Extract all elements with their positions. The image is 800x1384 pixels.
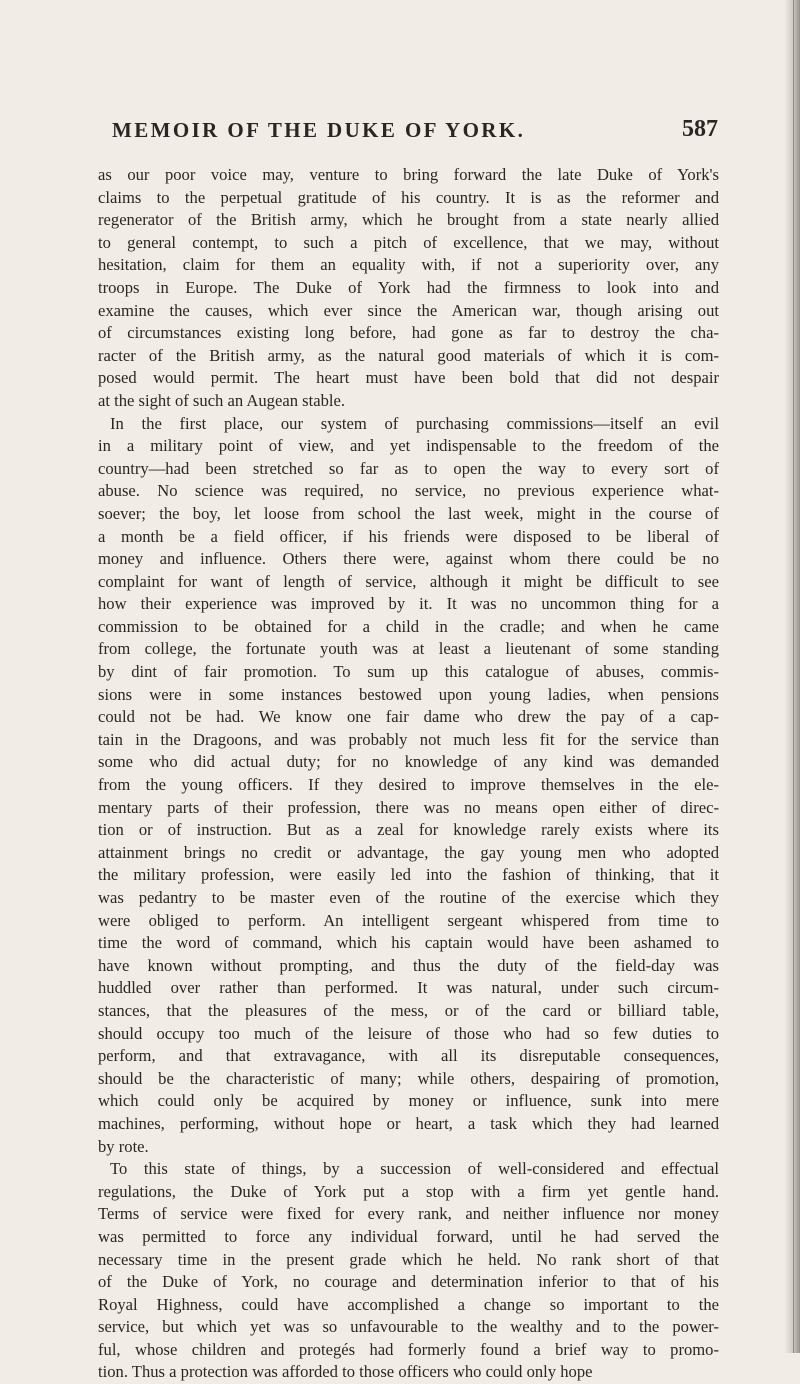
paragraph <box>98 164 719 413</box>
text-line: money and influence. Others there were, against whom there could be no <box>98 549 719 569</box>
text-line: perform, and that extravagance, with all its disreputable consequences, <box>98 1046 719 1066</box>
text-line: huddled over rather than performed. It was natural, under such circum- <box>98 978 719 998</box>
text-line: sions were in some instances bestowed upon young ladies, when pensions <box>98 684 719 704</box>
text-line: time the word of command, which his captain would have been ashamed to <box>98 933 719 953</box>
text-line: mentary parts of their profession, there was no means open either of direc- <box>98 797 719 817</box>
paragraph <box>98 413 719 1159</box>
body-text <box>98 164 719 1384</box>
text-line: commission to be obtained for a child in the cradle; and when he came <box>98 616 719 636</box>
text-line: necessary time in the present grade which he held. No rank short of that <box>98 1249 719 1269</box>
text-line: soever; the boy, let loose from school the last week, might in the course of <box>98 503 719 523</box>
text-line: of circumstances existing long before, had gone as far to destroy the cha- <box>98 323 719 343</box>
text-line: abuse. No science was required, no service, no previous experience what- <box>98 481 719 501</box>
text-line: regenerator of the British army, which he brought from a state nearly allied <box>98 210 719 230</box>
text-line: tion or of instruction. But as a zeal for knowledge rarely exists where its <box>98 820 719 840</box>
text-line: posed would permit. The heart must have been bold that did not despair <box>98 368 719 388</box>
text-line: Royal Highness, could have accomplished a change so important to the <box>98 1294 719 1314</box>
text-line: which could only be acquired by money or influence, sunk into mere <box>98 1091 719 1111</box>
text-line: from college, the fortunate youth was at least a lieutenant of some standing <box>98 639 719 659</box>
text-line: a month be a field officer, if his friends were disposed to be liberal of <box>98 526 719 546</box>
text-line: claims to the perpetual gratitude of his country. It is as the reformer and <box>98 187 719 207</box>
text-line: at the sight of such an Augean stable. <box>98 390 346 410</box>
text-line: complaint for want of length of service, although it might be difficult to see <box>98 571 719 591</box>
text-line: was permitted to force any individual forward, until he had served the <box>98 1226 719 1246</box>
text-line: of the Duke of York, no courage and determination inferior to that of his <box>98 1272 719 1292</box>
text-line: examine the causes, which ever since the American war, though arising out <box>98 300 719 320</box>
text-line: tain in the Dragoons, and was probably not much less fit for the service than <box>98 729 719 749</box>
text-line: ful, whose children and protegés had formerly found a brief way to promo- <box>98 1339 719 1359</box>
text-line: was pedantry to be master even of the routine of the exercise which they <box>98 888 719 907</box>
text-line: hesitation, claim for them an equality with, if not a superiority over, any <box>98 255 719 275</box>
text-line: troops in Europe. The Duke of York had the firmness to look into and <box>98 277 719 297</box>
text-line: Terms of service were fixed for every rank, and neither influence nor money <box>98 1204 719 1224</box>
text-line: racter of the British army, as the natural good materials of which it is com- <box>98 345 719 365</box>
text-line: regulations, the Duke of York put a stop with a firm yet gentle hand. <box>98 1181 719 1201</box>
text-line: by dint of fair promotion. To sum up this catalogue of abuses, commis- <box>98 662 719 682</box>
text-line: machines, performing, without hope or heart, a task which they had learned <box>98 1113 719 1133</box>
text-line: country—had been stretched so far as to open the way to every sort of <box>98 458 719 478</box>
running-title: MEMOIR OF THE DUKE OF YORK. <box>112 118 526 142</box>
text-line: to general contempt, to such a pitch of excellence, that we may, without <box>98 232 719 252</box>
text-line: from the young officers. If they desired to improve themselves in the ele- <box>98 775 719 795</box>
page-number: 587 <box>682 116 718 142</box>
text-line: some who did actual duty; for no knowledge of any kind was demanded <box>98 752 719 772</box>
text-line: the military profession, were easily led into the fashion of thinking, that it <box>98 865 719 885</box>
text-line: In the first place, our system of purchasing commissions—itself an evil <box>110 413 719 433</box>
text-line: should occupy too much of the leisure of those who had so few duties to <box>98 1023 719 1043</box>
text-line: as our poor voice may, venture to bring forward the late Duke of York's <box>98 165 719 184</box>
text-line: could not be had. We know one fair dame who drew the pay of a cap- <box>98 707 719 727</box>
text-line: have known without prompting, and thus the duty of the field-day was <box>98 955 719 975</box>
text-line: were obliged to perform. An intelligent sergeant whispered from time to <box>98 910 719 930</box>
text-line: To this state of things, by a succession of well-considered and effectual <box>110 1159 719 1179</box>
text-line: how their experience was improved by it. It was no uncommon thing for a <box>98 594 719 614</box>
text-line: by rote. <box>98 1136 149 1156</box>
page-header <box>112 116 718 148</box>
paragraph <box>98 1158 719 1384</box>
text-line: should be the characteristic of many; while others, despairing of promotion, <box>98 1068 719 1088</box>
text-line: stances, that the pleasures of the mess, or of the card or billiard table, <box>98 1000 719 1020</box>
text-line: attainment brings no credit or advantage, the gay young men who adopted <box>98 842 719 862</box>
text-line: in a military point of view, and yet indispensable to the freedom of the <box>98 436 719 456</box>
text-line: service, but which yet was so unfavourable to the wealthy and to the power- <box>98 1317 719 1337</box>
page-edge-shadow <box>784 0 800 1353</box>
text-line: tion. Thus a protection was afforded to those officers who could only hope <box>98 1362 593 1382</box>
page-edge-line <box>793 0 794 1353</box>
